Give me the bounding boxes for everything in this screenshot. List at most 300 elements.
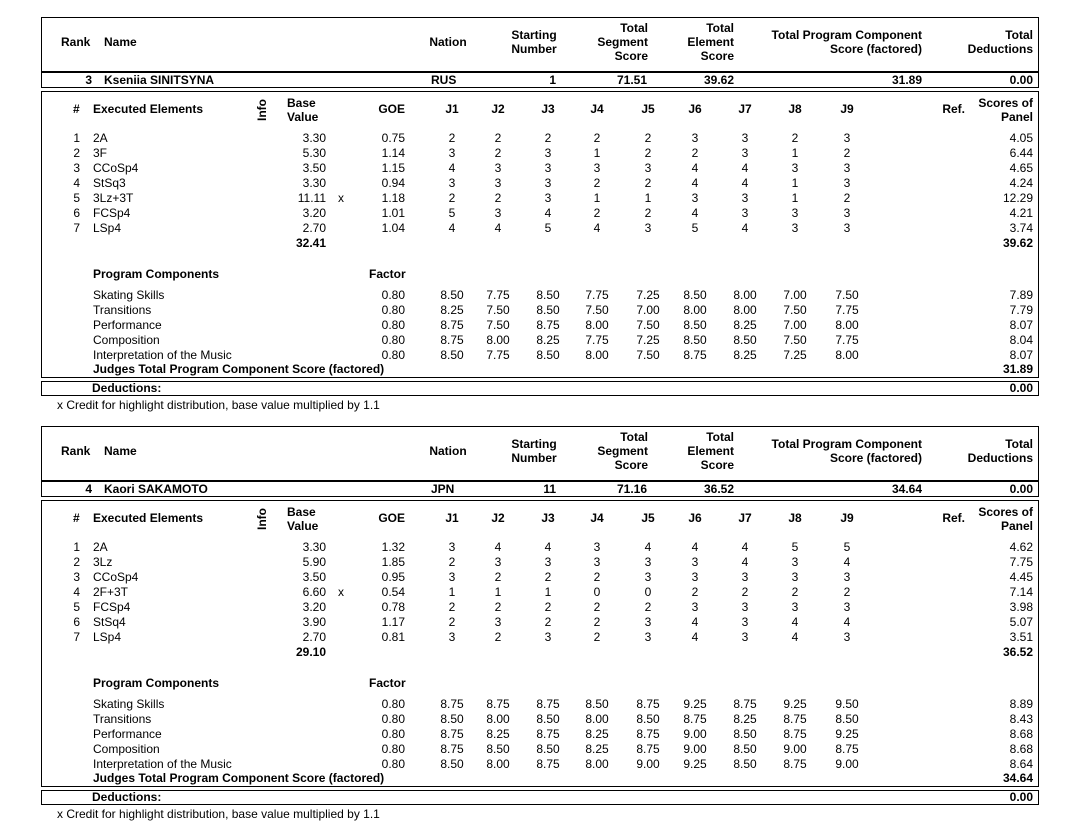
component-judge-score: 9.25 (683, 757, 707, 771)
element-judge-score: 3 (644, 555, 652, 569)
element-num: 4 (73, 585, 80, 599)
total-pcs-header-line: Score (factored) (829, 451, 922, 465)
element-judge-score: 3 (791, 221, 799, 235)
component-judge-score: 8.50 (835, 712, 859, 726)
component-judge-score: 9.00 (683, 727, 707, 741)
component-factor: 0.80 (381, 303, 405, 317)
element-judge-score: 2 (494, 146, 502, 160)
component-judge-score: 8.50 (536, 712, 560, 726)
element-judge-score: 1 (448, 585, 456, 599)
total-segment-score-header-line: Score (614, 49, 648, 63)
element-panel-score: 3.51 (1009, 630, 1033, 644)
skater-rank: 4 (85, 482, 92, 496)
total-deductions-header-line: Deductions (967, 451, 1033, 465)
component-judge-score: 7.00 (783, 318, 807, 332)
element-judge-score: 3 (544, 146, 552, 160)
element-name: 2A (93, 540, 108, 554)
component-judge-score: 8.75 (536, 757, 560, 771)
skater-block (0, 0, 1080, 412)
component-judge-score: 9.00 (783, 742, 807, 756)
element-num: 5 (73, 191, 80, 205)
judge-header-j8: J8 (788, 102, 802, 116)
judge-header-j1: J1 (445, 102, 459, 116)
judge-header-j4: J4 (590, 511, 604, 525)
component-judge-score: 8.25 (585, 727, 609, 741)
component-judge-score: 8.00 (835, 318, 859, 332)
element-judge-score: 2 (644, 131, 652, 145)
element-judge-score: 4 (691, 540, 699, 554)
skater-total-element-score: 39.62 (703, 73, 734, 87)
info-header: Info (255, 508, 269, 530)
component-factor: 0.80 (381, 742, 405, 756)
component-judge-score: 8.50 (585, 697, 609, 711)
component-name: Skating Skills (93, 288, 165, 302)
component-judge-score: 9.50 (835, 697, 859, 711)
component-judge-score: 8.00 (585, 348, 609, 362)
starting-number-header-line: Starting (511, 28, 557, 42)
element-name: FCSp4 (93, 206, 131, 220)
element-judge-score: 2 (544, 570, 552, 584)
judge-header-j9: J9 (840, 102, 854, 116)
component-name: Performance (93, 318, 162, 332)
skater-nation: JPN (431, 482, 455, 496)
skater-total-deductions: 0.00 (1009, 73, 1033, 87)
element-judge-score: 2 (544, 131, 552, 145)
element-panel-score: 6.44 (1009, 146, 1033, 160)
element-judge-score: 3 (494, 161, 502, 175)
element-goe: 1.04 (381, 221, 405, 235)
component-judge-score: 8.50 (733, 742, 757, 756)
component-judge-score: 8.25 (440, 303, 464, 317)
element-judge-score: 3 (544, 191, 552, 205)
component-panel-score: 8.68 (1009, 742, 1033, 756)
component-judge-score: 8.25 (585, 742, 609, 756)
total-element-score-header-line: Element (687, 444, 734, 458)
element-bonus-marker: x (338, 191, 344, 205)
base-value-header-line: Base (287, 505, 316, 519)
element-judge-score: 3 (494, 176, 502, 190)
total-segment-score-header-line: Segment (597, 35, 648, 49)
element-num: 6 (73, 615, 80, 629)
component-judge-score: 8.00 (585, 712, 609, 726)
component-panel-score: 7.79 (1009, 303, 1033, 317)
component-judge-score: 9.25 (683, 697, 707, 711)
deductions-label: Deductions: (92, 790, 162, 804)
elements-num-header: # (73, 511, 80, 525)
info-header: Info (255, 99, 269, 121)
element-judge-score: 3 (843, 131, 851, 145)
scores-of-panel-header-line: Scores of (978, 505, 1033, 519)
element-bonus-marker: x (338, 585, 344, 599)
element-judge-score: 3 (644, 221, 652, 235)
element-judge-score: 2 (691, 146, 699, 160)
element-judge-score: 2 (494, 630, 502, 644)
component-name: Composition (93, 742, 160, 756)
judge-header-j1: J1 (445, 511, 459, 525)
element-judge-score: 5 (791, 540, 799, 554)
deductions-label: Deductions: (92, 381, 162, 395)
total-pcs-header-line: Score (factored) (829, 42, 922, 56)
component-panel-score: 8.07 (1009, 348, 1033, 362)
component-factor: 0.80 (381, 712, 405, 726)
component-judge-score: 8.50 (683, 288, 707, 302)
component-judge-score: 8.50 (536, 288, 560, 302)
element-judge-score: 4 (691, 615, 699, 629)
element-judge-score: 3 (644, 570, 652, 584)
element-judge-score: 4 (741, 221, 749, 235)
skater-starting-number: 11 (543, 482, 556, 496)
factor-header: Factor (369, 267, 406, 281)
element-judge-score: 3 (741, 191, 749, 205)
component-judge-score: 8.00 (585, 318, 609, 332)
component-judge-score: 8.75 (733, 697, 757, 711)
deductions-box (41, 381, 1039, 396)
element-goe: 1.32 (381, 540, 405, 554)
element-judge-score: 3 (791, 555, 799, 569)
goe-header: GOE (378, 511, 405, 525)
element-judge-score: 2 (644, 146, 652, 160)
component-judge-score: 7.25 (783, 348, 807, 362)
component-judge-score: 8.50 (733, 727, 757, 741)
element-goe: 1.17 (381, 615, 405, 629)
element-judge-score: 2 (593, 570, 601, 584)
skater-block (0, 409, 1080, 821)
element-name: 3F (93, 146, 108, 160)
name-header: Name (104, 444, 137, 458)
component-judge-score: 8.50 (536, 742, 560, 756)
element-judge-score: 1 (791, 146, 799, 160)
element-judge-score: 4 (741, 161, 749, 175)
skater-rank: 3 (85, 73, 92, 87)
base-value-header-line: Base (287, 96, 316, 110)
component-panel-score: 8.04 (1009, 333, 1033, 347)
component-name: Interpretation of the Music (93, 757, 232, 771)
element-judge-score: 3 (741, 600, 749, 614)
component-judge-score: 8.50 (536, 348, 560, 362)
element-panel-score: 5.07 (1009, 615, 1033, 629)
element-judge-score: 4 (448, 161, 456, 175)
element-num: 1 (73, 131, 80, 145)
judge-header-j6: J6 (688, 511, 702, 525)
element-judge-score: 3 (741, 206, 749, 220)
element-judge-score: 3 (691, 570, 699, 584)
program-components-header: Program Components (93, 676, 220, 690)
base-value-total: 32.41 (295, 236, 326, 250)
component-factor: 0.80 (381, 727, 405, 741)
element-goe: 1.15 (381, 161, 405, 175)
element-base-value: 2.70 (302, 630, 326, 644)
component-judge-score: 7.00 (636, 303, 660, 317)
component-panel-score: 8.89 (1009, 697, 1033, 711)
element-judge-score: 0 (593, 585, 601, 599)
component-judge-score: 7.50 (486, 318, 510, 332)
element-goe: 1.14 (381, 146, 405, 160)
element-judge-score: 2 (593, 206, 601, 220)
total-element-score-header-line: Total (706, 430, 734, 444)
element-judge-score: 3 (644, 615, 652, 629)
element-panel-score: 12.29 (1002, 191, 1033, 205)
judge-header-j5: J5 (641, 102, 655, 116)
element-judge-score: 3 (691, 555, 699, 569)
element-judge-score: 2 (644, 206, 652, 220)
judge-header-j4: J4 (590, 102, 604, 116)
element-base-value: 3.50 (302, 570, 326, 584)
element-base-value: 3.30 (302, 131, 326, 145)
component-judge-score: 8.75 (835, 742, 859, 756)
element-judge-score: 2 (843, 146, 851, 160)
element-judge-score: 2 (544, 600, 552, 614)
component-judge-score: 8.00 (486, 757, 510, 771)
component-judge-score: 8.00 (585, 757, 609, 771)
element-judge-score: 3 (791, 206, 799, 220)
element-judge-score: 4 (544, 206, 552, 220)
element-judge-score: 2 (843, 191, 851, 205)
element-judge-score: 4 (791, 615, 799, 629)
rank-header: Rank (61, 35, 91, 49)
component-judge-score: 8.75 (536, 727, 560, 741)
element-panel-score: 4.21 (1009, 206, 1033, 220)
total-segment-score-header-line: Segment (597, 444, 648, 458)
element-goe: 1.18 (381, 191, 405, 205)
component-factor: 0.80 (381, 757, 405, 771)
element-judge-score: 3 (691, 131, 699, 145)
component-judge-score: 9.25 (835, 727, 859, 741)
element-judge-score: 2 (544, 615, 552, 629)
element-judge-score: 4 (843, 555, 851, 569)
element-judge-score: 3 (448, 630, 456, 644)
component-judge-score: 9.00 (835, 757, 859, 771)
element-judge-score: 4 (691, 630, 699, 644)
element-panel-score: 3.74 (1009, 221, 1033, 235)
judge-header-j2: J2 (491, 102, 505, 116)
total-segment-score-header-line: Total (620, 430, 648, 444)
judges-total-pcs-value: 34.64 (1002, 771, 1033, 785)
element-judge-score: 5 (843, 540, 851, 554)
element-judge-score: 4 (644, 540, 652, 554)
element-goe: 0.94 (381, 176, 405, 190)
component-judge-score: 8.75 (536, 697, 560, 711)
total-element-score-header-line: Total (706, 21, 734, 35)
element-judge-score: 4 (843, 615, 851, 629)
judge-header-j7: J7 (738, 511, 752, 525)
component-judge-score: 8.75 (636, 742, 660, 756)
component-judge-score: 8.00 (683, 303, 707, 317)
element-base-value: 3.20 (302, 206, 326, 220)
element-goe: 0.81 (381, 630, 405, 644)
component-judge-score: 8.75 (536, 318, 560, 332)
element-judge-score: 2 (843, 585, 851, 599)
deductions-box (41, 790, 1039, 805)
element-judge-score: 2 (448, 191, 456, 205)
element-name: FCSp4 (93, 600, 131, 614)
total-element-score-header-line: Score (700, 49, 734, 63)
highlight-distribution-footnote: x Credit for highlight distribution, base value multiplied by 1.1 (57, 398, 380, 412)
element-panel-score: 4.62 (1009, 540, 1033, 554)
element-base-value: 5.30 (302, 146, 326, 160)
component-judge-score: 8.75 (636, 727, 660, 741)
deductions-value: 0.00 (1009, 381, 1033, 395)
component-judge-score: 7.00 (783, 288, 807, 302)
element-base-value: 11.11 (297, 191, 326, 205)
component-judge-score: 8.50 (683, 333, 707, 347)
element-judge-score: 3 (593, 161, 601, 175)
skater-starting-number: 1 (549, 73, 556, 87)
nation-header: Nation (429, 444, 467, 458)
element-judge-score: 3 (741, 131, 749, 145)
skater-total-deductions: 0.00 (1009, 482, 1033, 496)
element-judge-score: 2 (448, 555, 456, 569)
component-judge-score: 7.50 (835, 288, 859, 302)
component-name: Transitions (93, 712, 152, 726)
element-judge-score: 5 (448, 206, 456, 220)
element-judge-score: 3 (791, 161, 799, 175)
component-judge-score: 7.50 (486, 303, 510, 317)
element-base-value: 3.90 (302, 615, 326, 629)
elements-total: 39.62 (1002, 236, 1033, 250)
total-deductions-header-line: Deductions (967, 42, 1033, 56)
element-judge-score: 2 (448, 615, 456, 629)
total-pcs-header-line: Total Program Component (771, 28, 922, 42)
element-base-value: 3.50 (302, 161, 326, 175)
component-panel-score: 8.43 (1009, 712, 1033, 726)
element-judge-score: 1 (593, 191, 601, 205)
element-judge-score: 4 (544, 540, 552, 554)
component-judge-score: 8.75 (440, 742, 464, 756)
component-name: Composition (93, 333, 160, 347)
element-name: 2F+3T (93, 585, 129, 599)
base-value-header-line: Value (287, 519, 319, 533)
component-factor: 0.80 (381, 318, 405, 332)
judge-header-j3: J3 (541, 511, 555, 525)
element-judge-score: 2 (448, 131, 456, 145)
skater-total-segment-score: 71.16 (616, 482, 647, 496)
component-judge-score: 8.00 (733, 303, 757, 317)
element-judge-score: 2 (644, 600, 652, 614)
element-judge-score: 5 (691, 221, 699, 235)
component-judge-score: 8.75 (783, 727, 807, 741)
component-judge-score: 8.25 (536, 333, 560, 347)
scores-of-panel-header-line: Panel (1000, 110, 1033, 124)
component-judge-score: 8.75 (636, 697, 660, 711)
component-judge-score: 8.75 (440, 318, 464, 332)
total-element-score-header-line: Element (687, 35, 734, 49)
scores-of-panel-header-line: Panel (1000, 519, 1033, 533)
skater-total-pcs: 31.89 (891, 73, 922, 87)
starting-number-header-line: Number (511, 42, 557, 56)
element-judge-score: 3 (644, 161, 652, 175)
component-judge-score: 7.50 (636, 348, 660, 362)
component-panel-score: 8.07 (1009, 318, 1033, 332)
total-deductions-header-line: Total (1005, 28, 1033, 42)
judge-header-j7: J7 (738, 102, 752, 116)
element-judge-score: 1 (593, 146, 601, 160)
element-judge-score: 3 (593, 540, 601, 554)
component-factor: 0.80 (381, 333, 405, 347)
element-name: 3Lz (93, 555, 113, 569)
element-judge-score: 2 (791, 131, 799, 145)
component-judge-score: 8.75 (783, 712, 807, 726)
element-judge-score: 2 (741, 585, 749, 599)
component-judge-score: 8.50 (636, 712, 660, 726)
element-num: 2 (73, 555, 80, 569)
element-judge-score: 2 (494, 570, 502, 584)
component-judge-score: 8.50 (486, 742, 510, 756)
element-name: CCoSp4 (93, 570, 139, 584)
component-factor: 0.80 (381, 697, 405, 711)
ref-header: Ref. (942, 102, 965, 116)
total-element-score-header-line: Score (700, 458, 734, 472)
element-judge-score: 2 (494, 191, 502, 205)
starting-number-header-line: Starting (511, 437, 557, 451)
component-name: Transitions (93, 303, 152, 317)
judge-header-j2: J2 (491, 511, 505, 525)
element-base-value: 5.90 (302, 555, 326, 569)
element-judge-score: 4 (791, 630, 799, 644)
judge-header-j6: J6 (688, 102, 702, 116)
element-judge-score: 3 (544, 555, 552, 569)
element-judge-score: 1 (644, 191, 652, 205)
element-goe: 1.85 (381, 555, 405, 569)
element-judge-score: 4 (494, 221, 502, 235)
element-num: 5 (73, 600, 80, 614)
executed-elements-header: Executed Elements (93, 102, 204, 116)
element-base-value: 3.30 (302, 540, 326, 554)
element-judge-score: 3 (448, 570, 456, 584)
element-judge-score: 3 (843, 176, 851, 190)
element-judge-score: 4 (691, 206, 699, 220)
component-judge-score: 8.25 (733, 712, 757, 726)
component-judge-score: 8.50 (440, 288, 464, 302)
element-judge-score: 2 (593, 630, 601, 644)
element-num: 6 (73, 206, 80, 220)
element-goe: 0.95 (381, 570, 405, 584)
element-judge-score: 2 (593, 600, 601, 614)
element-panel-score: 3.98 (1009, 600, 1033, 614)
component-judge-score: 8.25 (733, 348, 757, 362)
element-judge-score: 4 (741, 540, 749, 554)
element-judge-score: 3 (791, 600, 799, 614)
goe-header: GOE (378, 102, 405, 116)
element-goe: 0.75 (381, 131, 405, 145)
scores-of-panel-header-line: Scores of (978, 96, 1033, 110)
judge-header-j8: J8 (788, 511, 802, 525)
element-name: LSp4 (93, 221, 122, 235)
component-judge-score: 8.75 (486, 697, 510, 711)
element-judge-score: 5 (544, 221, 552, 235)
element-judge-score: 3 (593, 555, 601, 569)
element-name: LSp4 (93, 630, 122, 644)
skater-total-segment-score: 71.51 (616, 73, 647, 87)
element-judge-score: 3 (544, 630, 552, 644)
element-judge-score: 3 (544, 161, 552, 175)
element-judge-score: 1 (791, 176, 799, 190)
element-panel-score: 4.24 (1009, 176, 1033, 190)
component-judge-score: 8.00 (733, 288, 757, 302)
element-judge-score: 3 (448, 176, 456, 190)
rank-header: Rank (61, 444, 91, 458)
element-num: 1 (73, 540, 80, 554)
component-judge-score: 8.75 (440, 727, 464, 741)
element-judge-score: 3 (843, 600, 851, 614)
total-pcs-header-line: Total Program Component (771, 437, 922, 451)
judge-header-j3: J3 (541, 102, 555, 116)
element-base-value: 6.60 (302, 585, 326, 599)
component-judge-score: 7.25 (636, 288, 660, 302)
element-panel-score: 7.14 (1009, 585, 1033, 599)
component-judge-score: 7.50 (636, 318, 660, 332)
element-goe: 0.78 (381, 600, 405, 614)
element-judge-score: 2 (494, 600, 502, 614)
